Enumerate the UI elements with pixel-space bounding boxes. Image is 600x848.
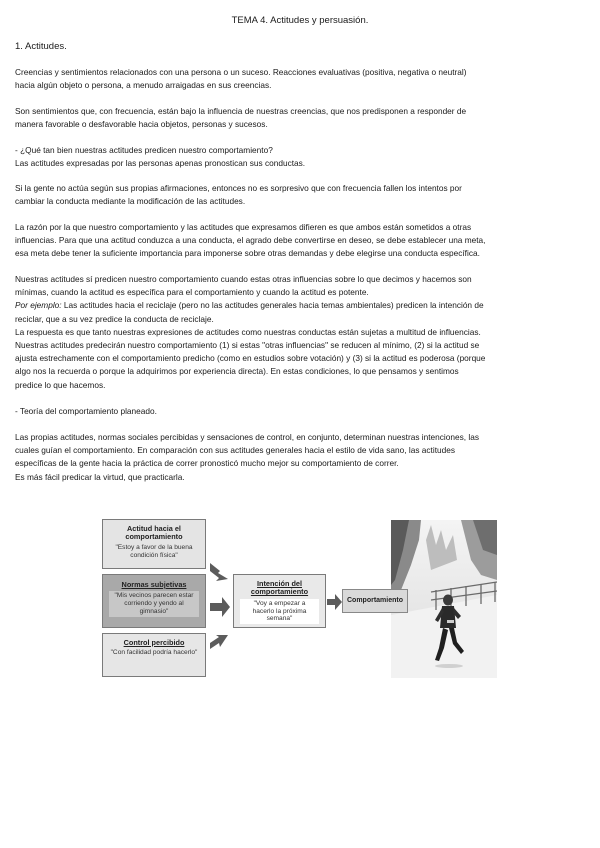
attitude-box	[102, 519, 206, 569]
intention-box	[233, 574, 326, 628]
text-line: Las actitudes expresadas por las personas apenas pronostican sus conductas.	[15, 158, 306, 169]
arrow-to-behavior	[327, 594, 342, 610]
attitude-quote: "Estoy a favor de la buena condición física"	[115, 543, 193, 559]
control-quote: "Con facilidad podría hacerlo"	[110, 649, 198, 657]
text-line: ajusta estrechamente con el comportamiento predicho (como en estudios sobre votación) y (3) si la actitud es poderosa (porque	[15, 353, 486, 364]
paragraph-reason	[15, 221, 585, 261]
page-title: TEMA 4. Actitudes y persuasión.	[231, 15, 369, 26]
norms-title: Normas subjetivas	[121, 580, 187, 589]
text-line: Son sentimientos que, con frecuencia, están bajo la influencia de nuestras creencias, que nos predisponen a responder de	[15, 106, 467, 116]
text-line: cambiar la conducta mediante la modificación de las actitudes.	[15, 196, 246, 207]
perceived-control-box	[102, 633, 206, 677]
text-line: reciclar, que a su vez predice la conducta de reciclaje.	[15, 313, 214, 324]
behavior-label: Comportamiento	[347, 597, 403, 604]
paragraph-planned-behavior	[15, 431, 585, 484]
section-heading-teoria: - Teoría del comportamiento planeado.	[15, 406, 157, 416]
text-line	[15, 299, 585, 312]
paragraph-question	[15, 144, 585, 170]
intention-quote: "Voy a empezar a hacerlo la próxima semana"	[240, 599, 319, 624]
paragraph-definition	[15, 66, 585, 92]
planned-behavior-diagram	[102, 519, 496, 678]
text-line: La respuesta es que tanto nuestras expresiones de actitudes como nuestras conductas están sujetas a multitud de influencias.	[15, 326, 481, 337]
paragraph-feelings	[15, 105, 585, 131]
text-line: algo nos la recuerda o porque la adquirimos por experiencia directa). En estas condiciones, lo que pensamos y sentimos	[15, 366, 459, 377]
example-text: Las actitudes hacia el reciclaje (pero no las actitudes generales hacia temas ambientales) predicen la intención de	[61, 300, 484, 311]
text-line: manera favorable o desfavorable hacia objetos, personas y sucesos.	[15, 119, 268, 130]
text-line: Nuestras actitudes sí predicen nuestro comportamiento cuando estas otras influencias sobre lo que decimos y hacemos son	[15, 274, 472, 284]
norms-quote: "Mis vecinos parecen estar corriendo y yendo al gimnasio"	[109, 591, 199, 616]
arrow-icon	[327, 594, 342, 610]
text-line: influencias. Para que una actitud conduzca a una conducta, el agrado debe convertirse en deseo, se debe establecer una meta,	[15, 235, 486, 246]
arrows-to-intention	[208, 559, 232, 659]
intention-title: Intención del comportamiento	[250, 579, 309, 597]
text-line: Las propias actitudes, normas sociales percibidas y sensaciones de control, en conjunto, determinan nuestras intenciones, las	[15, 432, 479, 442]
paragraph-behavior	[15, 182, 585, 208]
example-label: Por ejemplo:	[15, 300, 62, 311]
text-line: específicas de la gente hacia la práctica de correr pronosticó mucho mejor su comportamiento de correr.	[15, 458, 399, 469]
control-title: Control percibido	[123, 638, 185, 647]
arrow-icon	[210, 597, 230, 617]
text-line: predice lo que hacemos.	[15, 379, 106, 390]
arrow-icon	[210, 635, 228, 649]
text-line: Es más fácil predicar la virtud, que practicarla.	[15, 471, 185, 482]
text-line: Si la gente no actúa según sus propias afirmaciones, entonces no es sorpresivo que con frecuencia fallen los intentos por	[15, 183, 462, 193]
text-line: Creencias y sentimientos relacionados con una persona o un suceso. Reacciones evaluativas (positiva, negativa o neutral)	[15, 67, 467, 77]
section-heading-actitudes: 1. Actitudes.	[15, 41, 67, 52]
arrow-icon	[210, 563, 228, 581]
behavior-box	[342, 589, 408, 613]
attitude-title: Actitud hacia el comportamiento	[125, 524, 183, 542]
text-line: La razón por la que nuestro comportamiento y las actitudes que expresamos difieren es que ambos están sometidos a otras	[15, 222, 472, 232]
text-line: mínimas, cuando la actitud es específica para el comportamiento y cuando la actitud es potente.	[15, 287, 369, 298]
paragraph-predict	[15, 273, 585, 392]
text-line: Nuestras actitudes predecirán nuestro comportamiento (1) si estas "otras influencias" se reducen al mínimo, (2) si la actitud se	[15, 340, 480, 351]
text-line: - ¿Qué tan bien nuestras actitudes predicen nuestro comportamiento?	[15, 145, 273, 155]
text-line: hacia algún objeto o persona, a menudo arraigadas en sus creencias.	[15, 80, 272, 91]
text-line: cuales guían el comportamiento. En comparación con sus actitudes generales hacia el estilo de vida sano, las actitudes	[15, 445, 455, 456]
subjective-norms-box	[102, 574, 206, 628]
text-line: esa meta debe tener la suficiente importancia para imponerse sobre otras demandas y debe elegirse una conducta específica.	[15, 248, 480, 259]
